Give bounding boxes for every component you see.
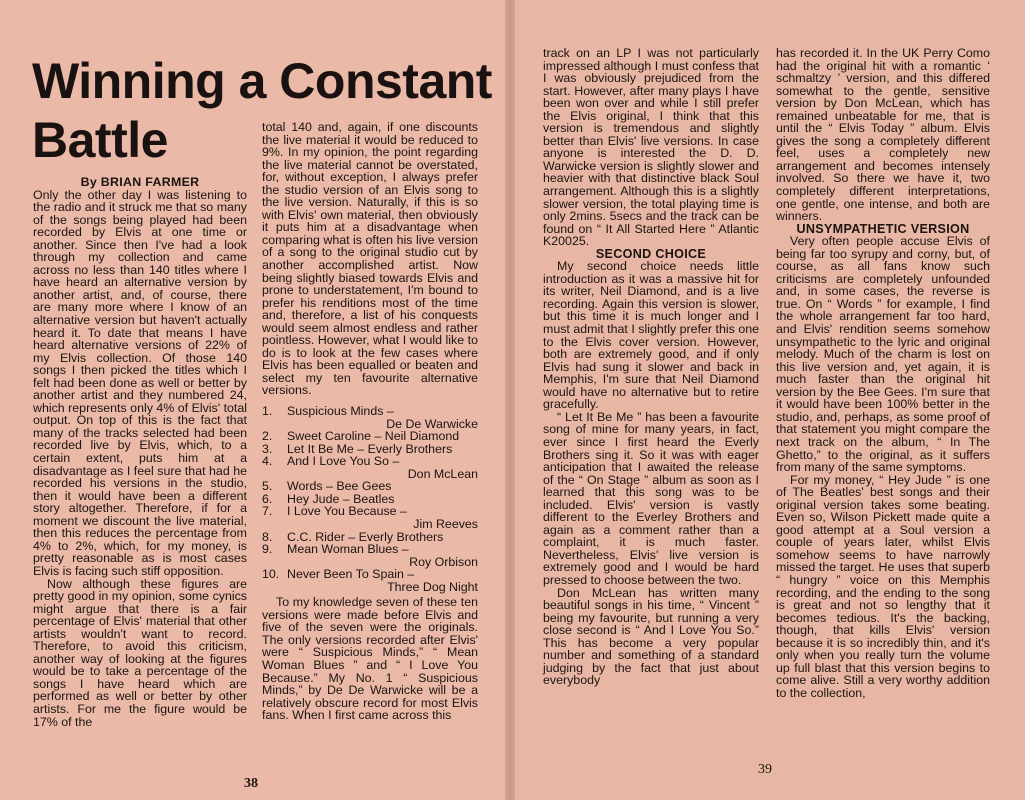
list-item: 1. Suspicious Minds – De De Warwicke [262, 404, 478, 431]
paragraph: My second choice needs little introduction as it was a massive hit for its writer, Neil Diamond, and is a live recording. Again this version is slower, but this time it is much longer and I must admit that I slightly prefer this one to the Elvis cover version. However, both are extremely good, and if only Elvis had sung it slower and back in Memphis, I'm sure that Neil Diamond would have no alternative but to retire gracefully. [543, 259, 759, 412]
favourite-versions-list [262, 405, 478, 593]
page-gutter [505, 0, 515, 800]
paragraph: track on an LP I was not particularly impressed although I must confess that I was obviously prejudiced from the start. However, after many plays I have been won over and while I still prefer the Elvis original, I think that this version is tremendous and slightly better than Elvis' live versions. In case anyone is interested the D. D. Warwicke version is slightly slower and heavier with that distinctive black Soul arrangement. Although this is a slightly slower version, the total playing time is only 2mins. 5secs and the track can be found on “ It All Started Here ” Atlantic K20025. [543, 46, 759, 249]
paragraph: To my knowledge seven of these ten versions were made before Elvis and five of the seven were the originals. The only versions recorded after Elvis' were “ Suspicious Minds,” “ Mean Woman Blues ” and “ I Love You Because.” My No. 1 “ Suspicious Minds,” by De De Warwicke will be a relatively obscure record for most Elvis fans. When I first came across this [262, 595, 478, 723]
paragraph: total 140 and, again, if one discounts the live material it would be reduced to 9%. In my opinion, the point regarding the live material cannot be overstated, for, without exception, I always prefer the studio version of an Elvis song to the live version. Naturally, if this is so with Elvis' own material, then obviously it puts him at a disadvantage when comparing what is often his live version of a song to the original studio cut by another accomplished artist. Now being slightly biased towards Elvis and prone to understatement, I'm bound to prefer his renditions most of the time and, therefore, a list of his conquests would seem almost endless and rather pointless. However, what I would like to do is to look at the few cases where Elvis has been equalled or beaten and select my ten favourite alternative versions. [262, 120, 478, 398]
list-item: 5. Words – Bee Gees [262, 479, 392, 494]
column-1 [33, 176, 247, 728]
paragraph: Don McLean has written many beautiful songs in his time, “ Vincent ” being my favourite, but running a very close second is “ And I Love You So.” This has become a very popular number and something of a standard judging by the fact that just about everybody [543, 585, 759, 688]
list-item: 7. I Love You Because – Jim Reeves [262, 504, 478, 531]
column-2 [262, 121, 478, 722]
paragraph: For my money, “ Hey Jude ” is one of The Beatles' best songs and their original version takes some beating. Even so, Wilson Pickett made quite a good attempt at a Soul version a couple of years later, whilst Elvis somehow seems to have narrowly missed the target. He uses that superb “ hungry ” voice on this Memphis recording, and the ending to the song is great and not so lengthy that it becomes tedious. It's the backing, though, that kills Elvis' version because it is so incredibly thin, and it's only when you really turn the volume up full blast that this version begins to come alive. Still a very worthy addition to the collection, [776, 472, 990, 700]
page-number-right: 39 [758, 762, 772, 777]
paragraph: Only the other day I was listening to the radio and it struck me that so many of the songs being played had been recorded by Elvis at one time or another. Since then I've had a look through my collection and came across no less than 140 titles where I have heard an alternative version by another artist, and, of course, there are many more where I know of an alternative version but haven't actually heard it. To date that means I have heard alternative versions of 22% of my Elvis collection. Of those 140 songs I then picked the titles which I felt had been done as well or better by another artist and they numbered 24, which represents only 4% of Elvis' total output. On top of this is the fact that many of the tracks selected had been recorded live by Elvis, which, to a certain extent, puts him at a disadvantage as I feel sure that had he recorded his versions in the studio, then it would have been a different story altogether. Therefore, if for a moment we discount the live material, then this reduces the percentage from 4% to 2%, which, for my money, is pretty reasonable as is most cases Elvis is facing such stiff opposition. [33, 187, 247, 578]
article-title: Winning a Constant Battle [32, 53, 492, 168]
byline: By BRIAN FARMER [80, 175, 200, 189]
paragraph: Now although these figures are pretty good in my opinion, some cynics might argue that there is a fair percentage of Elvis' material that other artists wouldn't want to record. Therefore, to avoid this criticism, another way of looking at the figures would be to take a percentage of the songs I have heard which are performed as well or better by other artists. For me the figure would be 17% of the [33, 576, 247, 729]
subheading: UNSYMPATHETIC VERSION [796, 221, 970, 236]
column-4 [776, 47, 990, 699]
list-item: 3. Let It Be Me – Everly Brothers [262, 441, 453, 456]
list-item: 9. Mean Woman Blues – Roy Orbison [262, 542, 478, 569]
list-item: 8. C.C. Rider – Everly Brothers [262, 529, 444, 544]
list-item: 6. Hey Jude – Beatles [262, 491, 395, 506]
list-item: 2. Sweet Caroline – Neil Diamond [262, 429, 460, 444]
paragraph: has recorded it. In the UK Perry Como had the original hit with a romantic ‘ schmaltzy ’ version, and this differed somewhat to the gentle, sensitive version by Don McLean, which has remained unbeatable for me, that is until the “ Elvis Today ” album. Elvis gives the song a completely different feel, uses a completely new arrangement and becomes intensely involved. So there we have it, two completely different interpretations, one gentle, one intense, and both are winners. [776, 46, 990, 224]
list-item: 4. And I Love You So – Don McLean [262, 454, 478, 481]
column-3 [543, 47, 759, 687]
paragraph: “ Let It Be Me ” has been a favourite song of mine for many years, in fact, ever since I first heard the Everly Brothers sing it. So it was with eager anticipation that I awaited the release of the “ On Stage ” album as soon as I learned that this song was to be included. Elvis' version is vastly different to the Everley Brothers and again as a comment rather than a complaint, it is much faster. Nevertheless, Elvis' live version is extremely good and I would be hard pressed to choose between the two. [543, 409, 759, 587]
paragraph: Very often people accuse Elvis of being far too syrupy and corny, but, of course, as all fans know such criticisms are completely unfounded and, in some cases, the reverse is true. On “ Words ” for example, I find the whole arrangement far too hard, and Elvis' rendition seems somehow unsympathetic to the lyric and original melody. Much of the charm is lost on this live version and, yet again, it is much faster than the original hit version by the Bee Gees. I'm sure that it would have been 100% better in the studio, and, perhaps, as some proof of that statement you might compare the next track on the album, “ In The Ghetto,” to the original, as it suffers from many of the same symptoms. [776, 234, 990, 475]
page-number-left: 38 [244, 776, 258, 791]
subheading: SECOND CHOICE [595, 246, 707, 261]
list-item: 10. Never Been To Spain – Three Dog Night [262, 567, 478, 594]
